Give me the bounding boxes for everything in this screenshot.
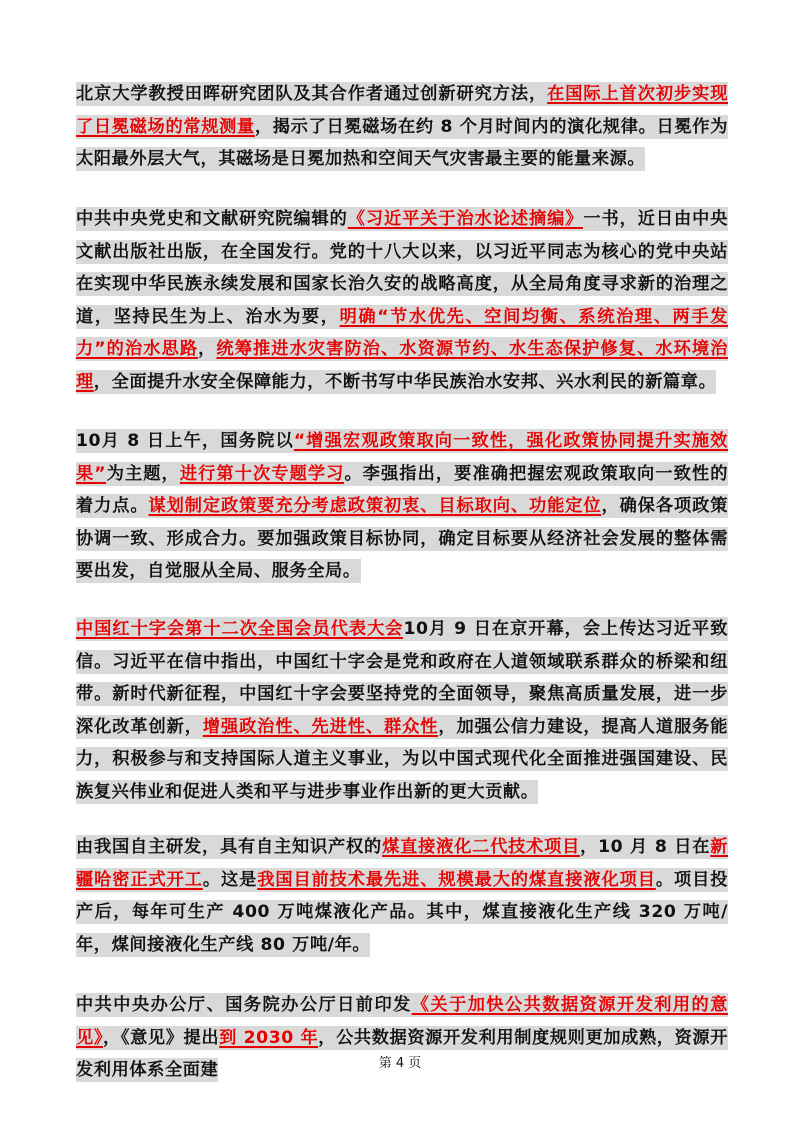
paragraph-text: ，	[198, 339, 217, 359]
highlighted-phrase: 进行第十次专题学习	[179, 463, 345, 484]
highlighted-phrase: 在国际上首次初步实现了日冕磁场的常规测量	[76, 84, 728, 137]
highlighted-phrase: 到 2030 年	[219, 1027, 319, 1048]
paragraph-text: 北京大学教授田晖研究团队及其合作者通过创新研究方法，	[76, 84, 548, 104]
paragraph-text: 一书，近日由中央文献出版社出版，在全国发行。党的十八大以来，以习近平同志为核心的党中央站在实现中华民族永续发展和国家长治久安的战略高度，从全局角度寻求新的治理之道，坚持民生为上、治水为要，	[76, 209, 728, 327]
paragraph-text: ，全面提升水安全保障能力，不断书写中华民族治水安邦、兴水利民的新篇章。	[93, 371, 717, 392]
news-paragraph-3	[76, 425, 728, 588]
highlighted-phrase: 新疆哈密正式开工	[76, 837, 728, 890]
highlighted-phrase: 煤直接液化二代技术项目	[382, 837, 581, 857]
paragraph-text: ，公共数据资源开发利用制度规则更加成熟，资源开发利用体系全面建	[76, 1027, 728, 1080]
paragraph-text: ，10 月 8 日在	[580, 837, 711, 857]
paragraph-text: 10月 8 日上午，国务院以	[76, 431, 294, 451]
news-paragraph-1	[76, 78, 728, 176]
paragraph-text: ，确保各项政策协调一致、形成合力。要加强政策目标协同，确定目标要从经济社会发展的整体需要出发，自觉服从全局、服务全局。	[76, 496, 728, 581]
highlighted-phrase: 我国目前技术最先进、规模最大的煤直接液化项目	[257, 869, 656, 890]
page-number: 第 4 页	[378, 1056, 422, 1071]
paragraph-text: ，揭示了日冕磁场在约 8 个月时间内的演化规律。日冕作为太阳最外层大气，其磁场是日冕加热和空间天气灾害最主要的能量来源。	[76, 116, 728, 169]
paragraph-text: 由我国自主研发，具有自主知识产权的	[76, 837, 383, 857]
news-paragraph-2	[76, 203, 728, 398]
highlighted-phrase: 增强政治性、先进性、群众性	[202, 716, 439, 737]
paragraph-text: 中共中央办公厅、国务院办公厅日前印发	[76, 995, 412, 1015]
paragraph-text: 中共中央党史和文献研究院编辑的	[76, 209, 348, 229]
highlighted-phrase: 明确“节水优先、空间均衡、系统治理、两手发力”的治水思路	[76, 306, 728, 359]
paragraph-text: ，加强公信力建设，提高人道服务能力，积极参与和支持国际人道主义事业，为以中国式现代化全面推进强国建设、民族复兴伟业和促进人类和平与进步事业作出新的更大贡献。	[76, 716, 728, 802]
paragraph-text: 10月 9 日在京开幕，会上传达习近平致信。习近平在信中指出，中国红十字会是党和政府在人道领域联系群众的桥梁和纽带。新时代新征程，中国红十字会要坚持党的全面领导，聚焦高质量发展，进一步深化改革创新，	[76, 619, 728, 737]
highlighted-phrase: 《习近平关于治水论述摘编》	[347, 209, 584, 229]
highlighted-phrase: 中国红十字会第十二次全国会员代表大会	[76, 619, 404, 639]
paragraph-text: 。李强指出，要准确把握宏观政策取向一致性的着力点。	[76, 463, 728, 516]
news-paragraph-4	[76, 613, 728, 808]
paragraph-text: 。项目投产后，每年可生产 400 万吨煤液化产品。其中，煤直接液化生产线 320 万吨/年，煤间接液化生产线 80 万吨/年。	[76, 869, 728, 955]
highlighted-phrase: 统筹推进水灾害防治、水资源节约、水生态保护修复、水环境治理	[76, 339, 728, 392]
paragraph-text: 为主题，	[106, 463, 180, 484]
news-paragraph-5	[76, 831, 728, 961]
highlighted-phrase: “增强宏观政策取向一致性，强化政策协同提升实施效果”	[76, 431, 728, 484]
highlighted-phrase: 谋划制定政策要充分考虑政策初衷、目标取向、功能定位	[148, 496, 602, 516]
paragraph-text: ，《意见》提出	[103, 1027, 220, 1048]
highlighted-phrase: 《关于加快公共数据资源开发利用的意见》	[76, 995, 729, 1048]
paragraph-text: 。这是	[202, 869, 258, 890]
